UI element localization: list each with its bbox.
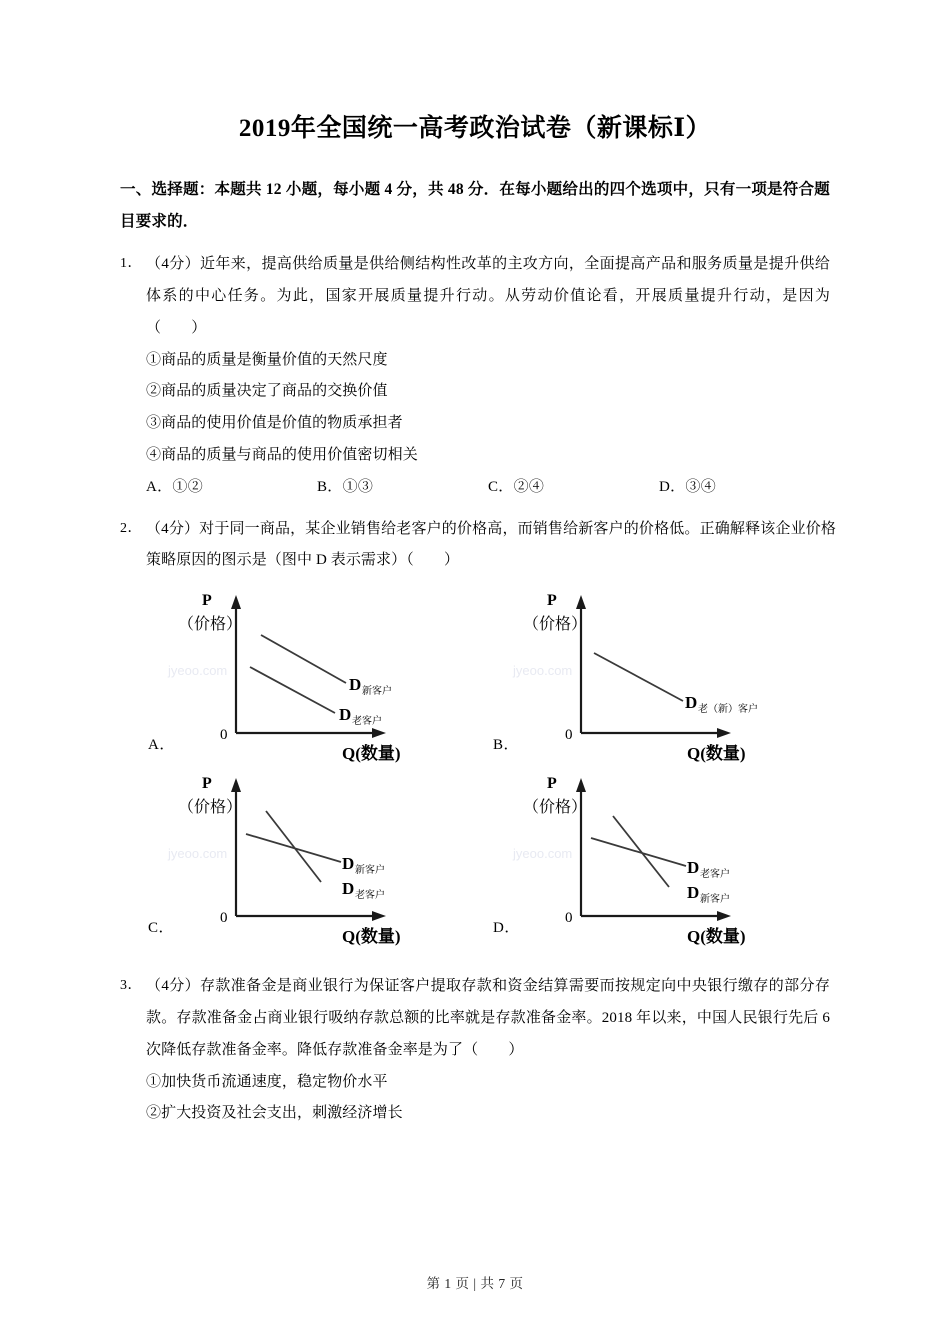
watermark: jyeoo.com (168, 663, 228, 679)
y-axis-label-top: P (202, 592, 212, 610)
curve-label-main: D (349, 675, 362, 695)
page-footer: 第 1 页 | 共 7 页 (426, 1276, 524, 1291)
curve-label-main: D (342, 879, 355, 899)
y-axis-label-top: P (547, 592, 557, 610)
curve-label-sub: 老（新）客户 (698, 704, 758, 716)
x-axis-label: Q(数量) (342, 744, 401, 764)
curve-label-sub: 老客户 (355, 890, 385, 902)
figure-c (146, 766, 491, 949)
figure-letter: C． (148, 920, 175, 937)
figure-d (491, 766, 836, 949)
section-header: 一、选择题：本题共 12 小题，每小题 4 分，共 48 分．在每小题给出的四个选项中，只有一项是符合题目要求的． (120, 180, 830, 231)
demand-curve-new (261, 635, 346, 683)
y-axis-arrow (231, 595, 241, 609)
statement-item: ②扩大投资及社会支出，刺激经济增长 (146, 1105, 403, 1122)
curve-label-sub: 新客户 (355, 865, 385, 877)
x-axis-arrow (717, 911, 731, 921)
origin-label: 0 (565, 910, 573, 927)
y-axis-arrow (231, 778, 241, 792)
y-axis-arrow (576, 595, 586, 609)
page-title: 2019年全国统一高考政治试卷（新课标Ⅰ） (238, 115, 712, 142)
y-axis-label-sub: （价格） (178, 616, 243, 634)
origin-label: 0 (565, 727, 573, 744)
question-1 (120, 249, 830, 503)
origin-label: 0 (220, 910, 228, 927)
curve-label-sub: 新客户 (362, 686, 392, 698)
choice-b[interactable]: B．①③ (317, 478, 374, 495)
choice-c[interactable]: C．②④ (488, 478, 545, 495)
y-axis-arrow (576, 778, 586, 792)
demand-curve-shallow (591, 838, 686, 866)
curve-label-sub: 老客户 (352, 716, 382, 728)
watermark: jyeoo.com (513, 663, 573, 679)
question-2 (120, 514, 836, 962)
y-axis-label-top: P (547, 775, 557, 793)
watermark: jyeoo.com (168, 846, 228, 862)
demand-curve-combined (594, 653, 683, 701)
question-number: 3． (120, 978, 142, 994)
curve-label-main: D (685, 693, 698, 713)
watermark: jyeoo.com (513, 846, 573, 862)
y-axis-label-top: P (202, 775, 212, 793)
figure-a (146, 583, 491, 766)
choice-a[interactable]: A．①② (146, 478, 204, 495)
figure-row-bottom (146, 766, 836, 949)
figure-b (491, 583, 836, 766)
curve-label-sub: 新客户 (700, 894, 730, 906)
x-axis-label: Q(数量) (687, 744, 746, 764)
demand-curve-steep (613, 816, 669, 887)
question-text: （4分）存款准备金是商业银行为保证客户提取存款和资金结算需要而按规定向中央银行缴存的部分存款。存款准备金占商业银行吸纳存款总额的比率就是存款准备金率。2018 年以来，中国人民银行先后 6 次降低存款准备金率。降低存款准备金率是为了（ ） (146, 978, 830, 1058)
demand-curve-figures (146, 583, 836, 949)
x-axis-arrow (717, 728, 731, 738)
statement-item: ④商品的质量与商品的使用价值密切相关 (146, 447, 418, 463)
statement-item: ①商品的质量是衡量价值的天然尺度 (146, 351, 388, 368)
figure-row-top (146, 583, 836, 766)
x-axis-label: Q(数量) (342, 927, 401, 947)
question-number: 2． (120, 520, 142, 536)
question-text: （4分）对于同一商品，某企业销售给老客户的价格高，而销售给新客户的价格低。正确解释该企业价格策略原因的图示是（图中 D 表示需求）（ ） (146, 520, 836, 569)
x-axis-arrow (372, 911, 386, 921)
figure-letter: B． (493, 737, 520, 754)
figure-letter: A． (148, 737, 175, 754)
x-axis-arrow (372, 728, 386, 738)
question-text: （4分）近年来，提高供给质量是供给侧结构性改革的主攻方向，全面提高产品和服务质量是提升供给体系的中心任务。为此，国家开展质量提升行动。从劳动价值论看，开展质量提升行动，是因为（ ） (146, 256, 830, 336)
curve-label-sub: 老客户 (700, 869, 730, 881)
demand-curve-shallow (246, 834, 341, 862)
answer-choices (146, 472, 830, 504)
curve-label-main: D (342, 854, 355, 874)
choice-d[interactable]: D．③④ (659, 478, 717, 495)
curve-label-main: D (687, 883, 700, 903)
x-axis-label: Q(数量) (687, 927, 746, 947)
y-axis-label-sub: （价格） (523, 799, 588, 817)
demand-curve-steep (266, 811, 321, 882)
curve-label-main: D (339, 705, 352, 725)
question-3 (120, 971, 830, 1130)
statement-item: ③商品的使用价值是价值的物质承担者 (146, 415, 403, 432)
y-axis-label-sub: （价格） (523, 616, 588, 634)
question-number: 1． (120, 256, 142, 272)
origin-label: 0 (220, 727, 228, 744)
curve-label-main: D (687, 858, 700, 878)
statement-item: ②商品的质量决定了商品的交换价值 (146, 383, 388, 400)
y-axis-label-sub: （价格） (178, 799, 243, 817)
demand-curve-old (250, 667, 335, 713)
statement-item: ①加快货币流通速度，稳定物价水平 (146, 1073, 388, 1090)
figure-letter: D． (493, 920, 520, 937)
